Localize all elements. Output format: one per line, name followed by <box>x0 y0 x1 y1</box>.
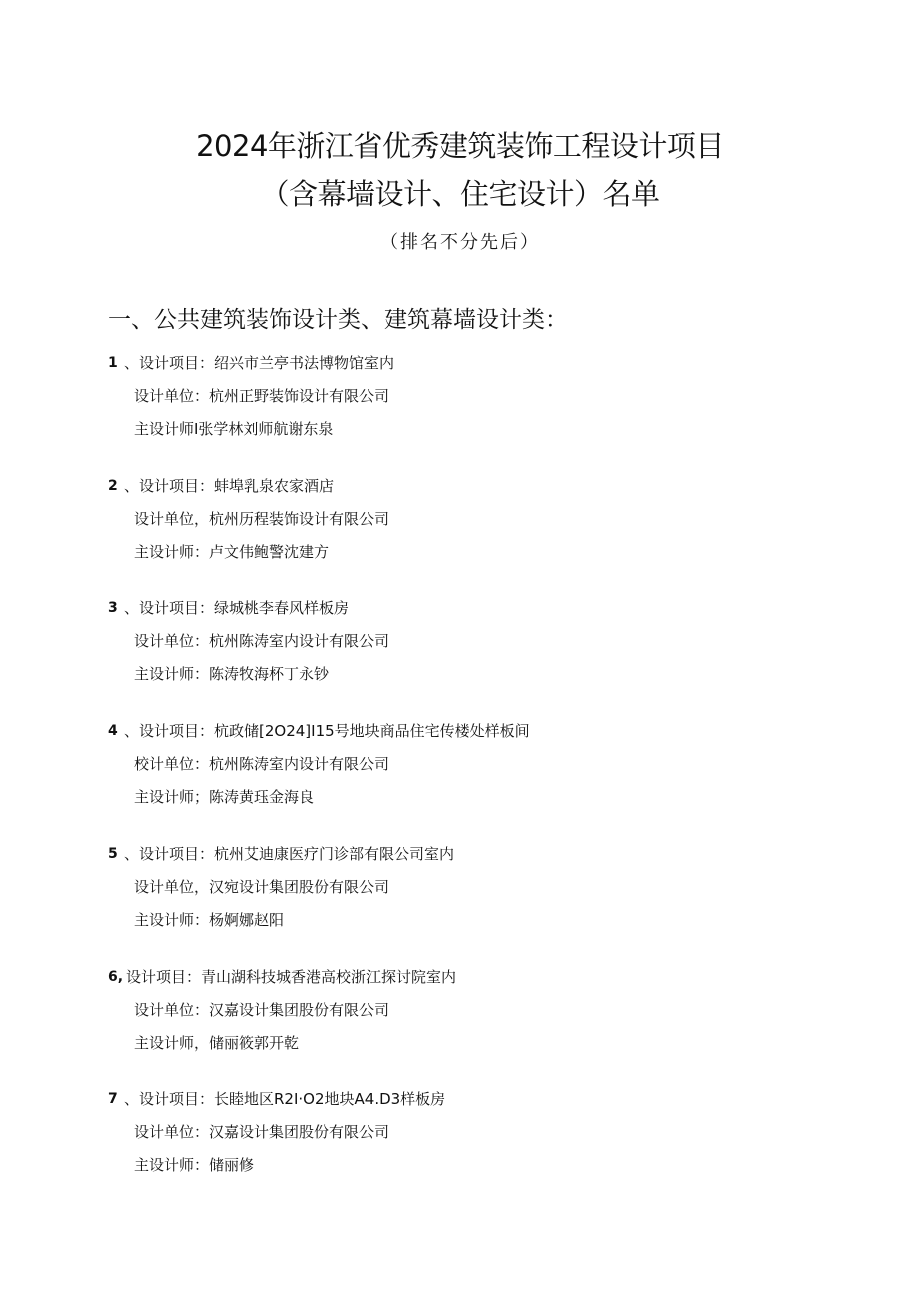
entry-designer: 主设计师，储丽筱郭开乾 <box>134 1034 300 1052</box>
entry-number: 2 <box>108 478 118 494</box>
entry-design-unit: 设计单位：汉嘉设计集团股份有限公司 <box>134 1123 390 1141</box>
ranking-note: （排名不分先后） <box>380 232 540 253</box>
entry-designer: 主设计师；陈涛黄珏金海良 <box>134 788 315 806</box>
entry-project: 设计项目：青山湖科技城香港高校浙江探讨院室内 <box>126 968 457 986</box>
entry-project: 、设计项目：绍兴市兰亭书法博物馆室内 <box>124 354 395 372</box>
entry-designer: 主设计师：储丽修 <box>134 1156 255 1174</box>
entry-designer: 主设计师：杨婀娜赵阳 <box>134 911 285 929</box>
entry-project: 、设计项目：杭州艾迪康医疗门诊部有限公司室内 <box>124 845 455 863</box>
document-title-line-1: 2024年浙江省优秀建筑装饰工程设计项目 <box>196 129 724 163</box>
entry-design-unit: 设计单位：杭州陈涛室内设计有限公司 <box>134 632 390 650</box>
entry-design-unit: 校计单位：杭州陈涛室内设计有限公司 <box>134 755 390 773</box>
document-title-line-2: （含幕墙设计、住宅设计）名单 <box>260 177 660 211</box>
entry-designer: 主设计师：卢文伟鲍警沈建方 <box>134 543 330 561</box>
entry-design-unit: 设计单位：杭州正野装饰设计有限公司 <box>134 387 390 405</box>
entry-design-unit: 设计单位：汉嘉设计集团股份有限公司 <box>134 1001 390 1019</box>
entry-project: 、设计项目：长睦地区R2I·O2地块A4.D3样板房 <box>124 1090 446 1108</box>
entry-number: 4 <box>108 723 118 739</box>
entry-number: 7 <box>108 1091 118 1107</box>
entry-project: 、设计项目：绿城桃李春风样板房 <box>124 599 350 617</box>
entry-number: 1 <box>108 355 118 371</box>
section-heading: 一、公共建筑装饰设计类、建筑幕墙设计类： <box>108 307 568 333</box>
entry-design-unit: 设计单位，汉宛设计集团股份有限公司 <box>134 878 390 896</box>
entry-number: 5 <box>108 846 118 862</box>
entry-number: 3 <box>108 600 118 616</box>
entry-project: 、设计项目：蚌埠乳泉农家酒店 <box>124 477 335 495</box>
entry-design-unit: 设计单位，杭州历程装饰设计有限公司 <box>134 510 390 528</box>
entry-number: 6, <box>108 969 124 985</box>
entry-designer: 主设计师：陈涛牧海杯丁永钞 <box>134 665 330 683</box>
entry-designer: 主设计师I张学林刘师航谢东泉 <box>134 420 334 438</box>
entry-project: 、设计项目：杭政储[2O24]I15号地块商品住宅传楼处样板间 <box>124 722 530 740</box>
